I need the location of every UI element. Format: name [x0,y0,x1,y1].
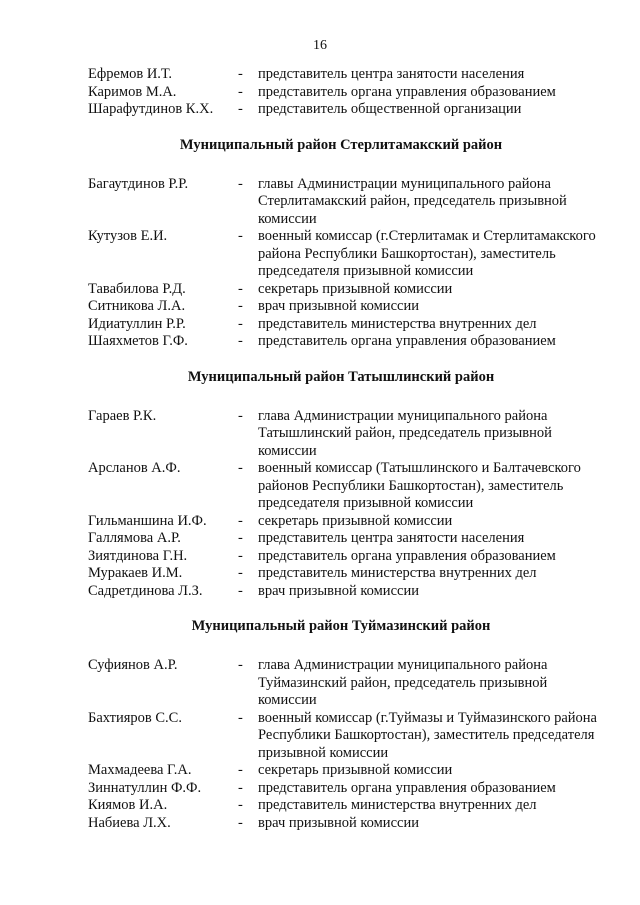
list-item [88,815,608,833]
dash: - [238,460,243,476]
list-item [88,66,608,84]
member-name: Зиятдинова Г.Н. [88,547,188,564]
dash: - [238,66,243,82]
member-name: Багаутдинов Р.Р. [88,175,189,192]
dash: - [238,407,243,424]
member-role: главы Администрации муниципального района Стерлитамакский район, председатель призывной комиссии [258,175,567,227]
member-role: врач призывной комиссии [258,582,419,599]
list-item [88,101,608,119]
dash: - [238,280,243,297]
member-name: Гараев Р.К. [88,407,157,424]
member-name: Шарафутдинов К.Х. [88,101,214,117]
member-role: представитель органа управления образованием [258,547,556,564]
member-role: секретарь призывной комиссии [258,762,453,778]
member-name: Гильманшина И.Ф. [88,512,207,529]
dash: - [238,797,243,813]
member-name: Садретдинова Л.З. [88,582,203,599]
member-role: военный комиссар (г.Стерлитамак и Стерлитамакского района Республики Башкортостан), заместитель председателя призывной комиссии [258,228,596,279]
dash: - [238,333,243,349]
dash: - [238,530,243,546]
member-role: врач призывной комиссии [258,814,419,831]
dash: - [238,228,243,244]
dash: - [238,547,243,564]
member-role: представитель органа управления образованием [258,779,556,796]
member-name: Муракаев И.М. [88,565,183,581]
member-role: представитель органа управления образованием [258,333,556,349]
list-item [88,657,608,710]
member-name: Кутузов Е.И. [88,228,168,244]
member-role: представитель общественной организации [258,101,522,117]
dash: - [238,762,243,778]
dash: - [238,657,243,673]
member-name: Тавабилова Р.Д. [88,280,186,297]
list-item [88,797,608,815]
member-role: представитель центра занятости населения [258,66,525,82]
list-item [88,228,608,281]
member-role: секретарь призывной комиссии [258,512,453,529]
dash: - [238,709,243,726]
member-name: Суфиянов А.Р. [88,657,178,673]
section-heading: Муниципальный район Туймазинский район [191,618,491,634]
member-name: Галлямова А.Р. [88,530,181,546]
member-name: Ефремов И.Т. [88,66,172,82]
list-item [88,176,608,229]
list-item [88,281,608,299]
section-heading: Муниципальный район Татышлинский район [187,368,495,385]
member-role: глава Администрации муниципального района Туймазинский район, председатель призывной комиссии [258,657,548,708]
dash: - [238,298,243,314]
member-role: секретарь призывной комиссии [258,280,453,297]
member-role: представитель органа управления образованием [258,83,556,100]
dash: - [238,779,243,796]
list-item [88,316,608,334]
list-item [88,710,608,763]
member-name: Киямов И.А. [88,797,168,813]
member-name: Шаяхметов Г.Ф. [88,333,188,349]
member-name: Каримов М.А. [88,83,177,100]
list-item [88,548,608,566]
member-role: военный комиссар (Татышлинского и Балтачевского районов Республики Башкортостан), заместитель председателя призывной комиссии [258,460,581,511]
member-name: Бахтияров С.С. [88,709,182,726]
list-item [88,460,608,513]
member-name: Ситникова Л.А. [88,298,186,314]
dash: - [238,582,243,599]
list-item [88,780,608,798]
member-role: военный комиссар (г.Туймазы и Туймазинского района Республики Башкортостан), заместитель председателя призывной комиссии [258,709,597,761]
dash: - [238,814,243,831]
member-name: Идиатуллин Р.Р. [88,315,186,332]
dash: - [238,175,243,192]
list-item [88,530,608,548]
list-item [88,762,608,780]
list-item [88,513,608,531]
list-item [88,333,608,351]
member-name: Набиева Л.Х. [88,814,171,831]
member-role: представитель министерства внутренних дел [258,315,537,332]
member-name: Махмадеева Г.А. [88,762,192,778]
member-name: Зиннатуллин Ф.Ф. [88,779,202,796]
list-item [88,565,608,583]
document-body [88,66,608,832]
dash: - [238,565,243,581]
dash: - [238,101,243,117]
dash: - [238,83,243,100]
list-item [88,84,608,102]
section-heading: Муниципальный район Стерлитамакский район [179,136,503,153]
member-role: представитель центра занятости населения [258,530,525,546]
list-item [88,408,608,461]
page-number: 16 [313,38,327,53]
dash: - [238,315,243,332]
list-item [88,298,608,316]
member-name: Арсланов А.Ф. [88,460,181,476]
member-role: врач призывной комиссии [258,298,419,314]
member-role: представитель министерства внутренних дел [258,797,537,813]
member-role: представитель министерства внутренних дел [258,565,537,581]
dash: - [238,512,243,529]
member-role: глава Администрации муниципального района Татышлинский район, председатель призывной комиссии [258,407,552,459]
list-item [88,583,608,601]
